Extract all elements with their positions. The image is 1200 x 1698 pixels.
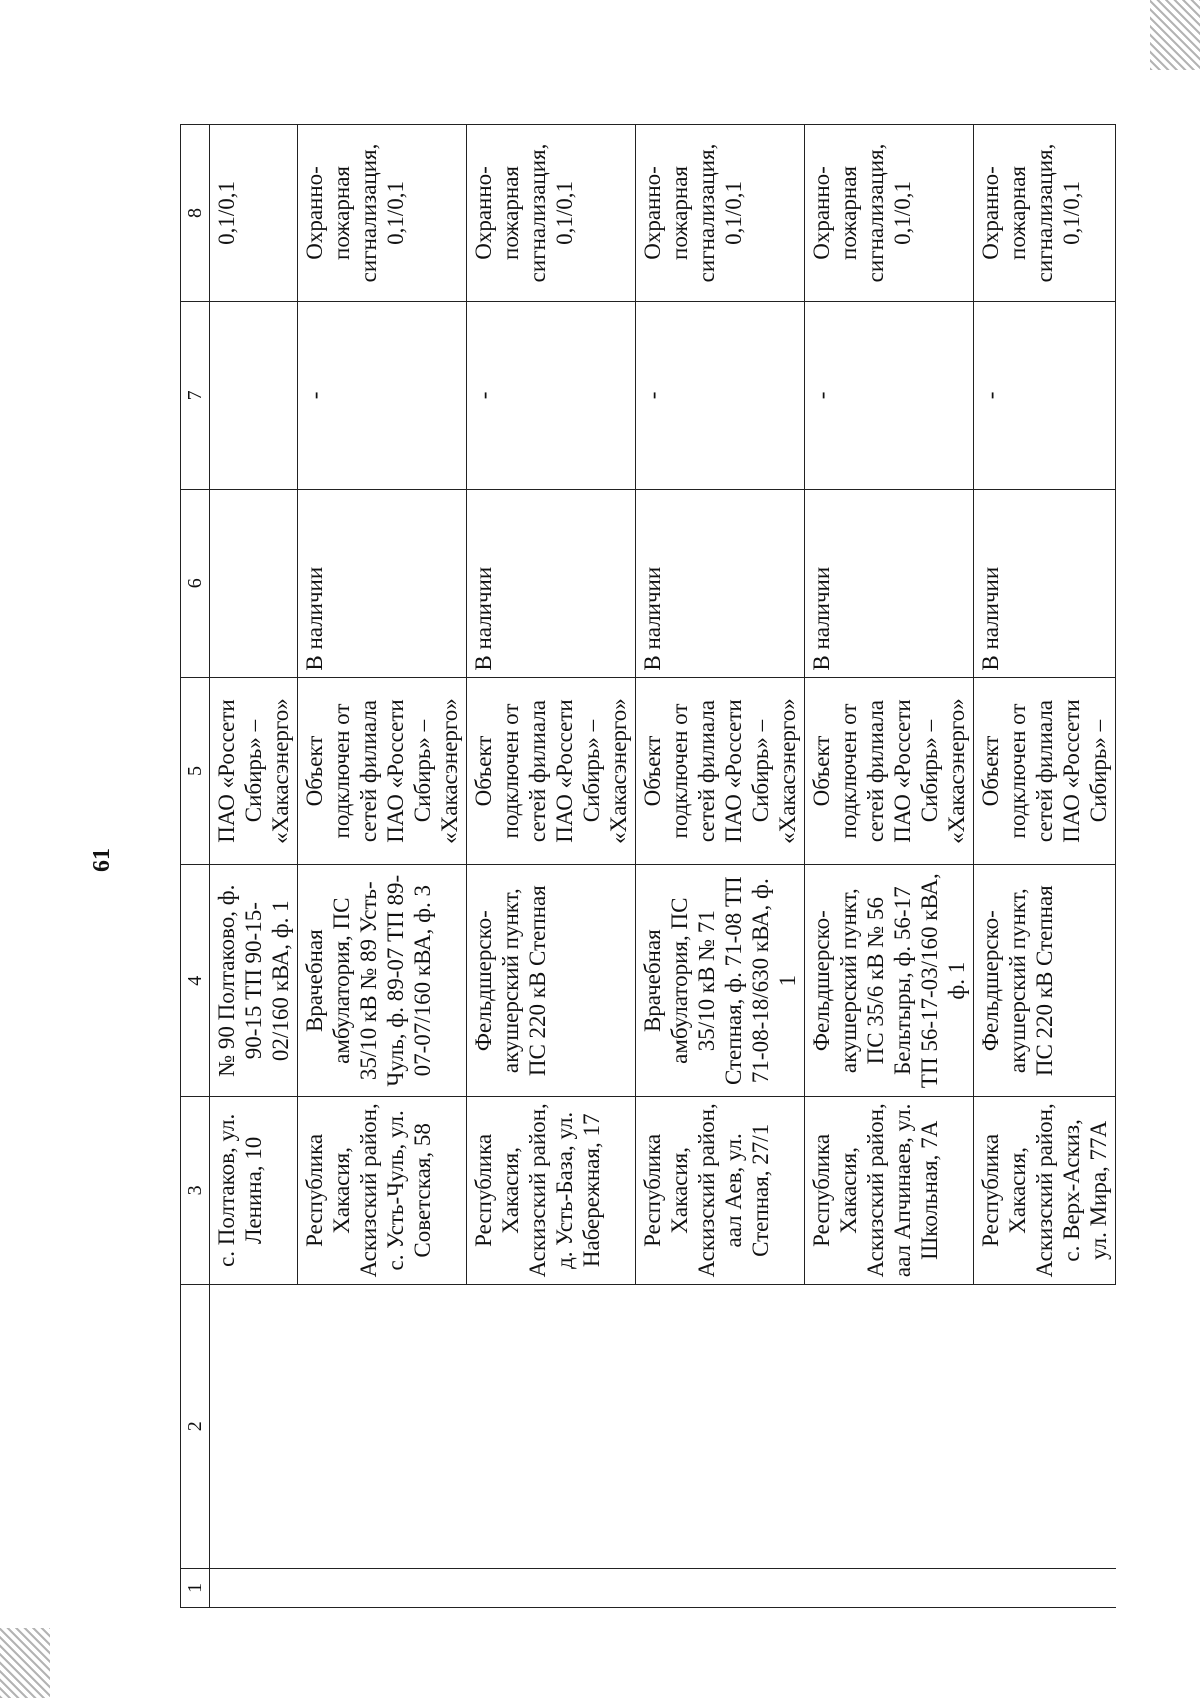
table-cell-empty xyxy=(636,1284,805,1568)
table-cell-security: Охранно-пожарная сигнализация, 0,1/0,1 xyxy=(636,125,805,302)
table-cell-availability: В наличии xyxy=(636,489,805,677)
column-number: 8 xyxy=(181,125,210,302)
table-cell-connection: Объект подключен от сетей филиала ПАО «Россети Сибирь» – «Хакасэнерго» xyxy=(636,677,805,865)
data-table xyxy=(180,124,1116,1608)
table-cell-connection: Объект подключен от сетей филиала ПАО «Россети Сибирь» – «Хакасэнерго» xyxy=(298,677,467,865)
column-number: 2 xyxy=(181,1284,210,1568)
table-cell-empty xyxy=(805,1568,974,1607)
page-number: 61 xyxy=(89,848,115,872)
table-cell-empty xyxy=(636,1568,805,1607)
table-cell-connection: Объект подключен от сетей филиала ПАО «Россети Сибирь» – «Хакасэнерго» xyxy=(805,677,974,865)
table-cell-security: Охранно-пожарная сигнализация, 0,1/0,1 xyxy=(974,125,1116,302)
table-cell-security: Охранно-пожарная сигнализация, 0,1/0,1 xyxy=(805,125,974,302)
table-cell-power-source: № 90 Полтаково, ф. 90-15 ТП 90-15-02/160 кВА, ф. 1 xyxy=(210,865,298,1097)
table-cell-availability: В наличии xyxy=(298,489,467,677)
column-number: 3 xyxy=(181,1096,210,1284)
table-cell-availability: В наличии xyxy=(974,489,1116,677)
table-cell-empty xyxy=(298,1568,467,1607)
table-cell-col7: - xyxy=(298,301,467,489)
table-cell-power-source: Врачебная амбулатория, ПС 35/10 кВ № 71 Степная, ф. 71-08 ТП 71-08-18/630 кВА, ф. 1 xyxy=(636,865,805,1097)
table-row xyxy=(298,125,467,1608)
table-cell-availability: В наличии xyxy=(805,489,974,677)
table-cell-connection: Объект подключен от сетей филиала ПАО «Россети Сибирь» – xyxy=(974,677,1116,865)
column-number: 6 xyxy=(181,489,210,677)
table-cell-address: Республика Хакасия, Аскизский район, аал Апчинаев, ул. Школьная, 7А xyxy=(805,1096,974,1284)
table-cell-availability xyxy=(210,489,298,677)
table-cell-empty xyxy=(974,1284,1116,1568)
column-number: 4 xyxy=(181,865,210,1097)
table-row xyxy=(805,125,974,1608)
table-cell-col7: - xyxy=(467,301,636,489)
header-row xyxy=(181,125,210,1608)
table-cell-connection: ПАО «Россети Сибирь» – «Хакасэнерго» xyxy=(210,677,298,865)
table-row xyxy=(210,125,298,1608)
column-number: 5 xyxy=(181,677,210,865)
table-cell-col7: - xyxy=(805,301,974,489)
table-cell-col7: - xyxy=(636,301,805,489)
table-cell-power-source: Фельдшерско-акушерский пункт, ПС 220 кВ Степная xyxy=(467,865,636,1097)
table-cell-address: с. Полтаков, ул. Ленина, 10 xyxy=(210,1096,298,1284)
table-cell-security: Охранно-пожарная сигнализация, 0,1/0,1 xyxy=(298,125,467,302)
table-cell-security: 0,1/0,1 xyxy=(210,125,298,302)
table-cell-empty xyxy=(210,1568,298,1607)
table-cell-empty xyxy=(467,1568,636,1607)
column-number: 7 xyxy=(181,301,210,489)
table-row xyxy=(636,125,805,1608)
table-cell-empty xyxy=(805,1284,974,1568)
table-row xyxy=(467,125,636,1608)
table-cell-empty xyxy=(467,1284,636,1568)
table-cell-power-source: Фельдшерско-акушерский пункт, ПС 35/6 кВ № 56 Бельтыры, ф. 56-17 ТП 56-17-03/160 кВА, ф. 1 xyxy=(805,865,974,1097)
table-container xyxy=(180,124,1110,1608)
table-cell-availability: В наличии xyxy=(467,489,636,677)
table-row xyxy=(974,125,1116,1608)
table-cell-empty xyxy=(210,1284,298,1568)
table-cell-security: Охранно-пожарная сигнализация, 0,1/0,1 xyxy=(467,125,636,302)
table-cell-address: Республика Хакасия, Аскизский район, аал Аев, ул. Степная, 27/1 xyxy=(636,1096,805,1284)
table-cell-address: Республика Хакасия, Аскизский район, с. Усть-Чуль, ул. Советская, 58 xyxy=(298,1096,467,1284)
table-cell-address: Республика Хакасия, Аскизский район, д. Усть-База, ул. Набережная, 17 xyxy=(467,1096,636,1284)
table-cell-power-source: Фельдшерско-акушерский пункт, ПС 220 кВ Степная xyxy=(974,865,1116,1097)
table-cell-power-source: Врачебная амбулатория, ПС 35/10 кВ № 89 Усть-Чуль, ф. 89-07 ТП 89-07-07/160 кВА, ф. 3 xyxy=(298,865,467,1097)
table-cell-address: Республика Хакасия, Аскизский район, с. Верх-Аскиз, ул. Мира, 77А xyxy=(974,1096,1116,1284)
column-number: 1 xyxy=(181,1568,210,1607)
table-cell-col7: - xyxy=(974,301,1116,489)
table-cell-empty xyxy=(298,1284,467,1568)
table-cell-connection: Объект подключен от сетей филиала ПАО «Россети Сибирь» – «Хакасэнерго» xyxy=(467,677,636,865)
table-cell-col7 xyxy=(210,301,298,489)
scan-artifact-corner xyxy=(1150,0,1200,70)
table-cell-empty xyxy=(974,1568,1116,1607)
scan-artifact-corner xyxy=(0,1628,50,1698)
